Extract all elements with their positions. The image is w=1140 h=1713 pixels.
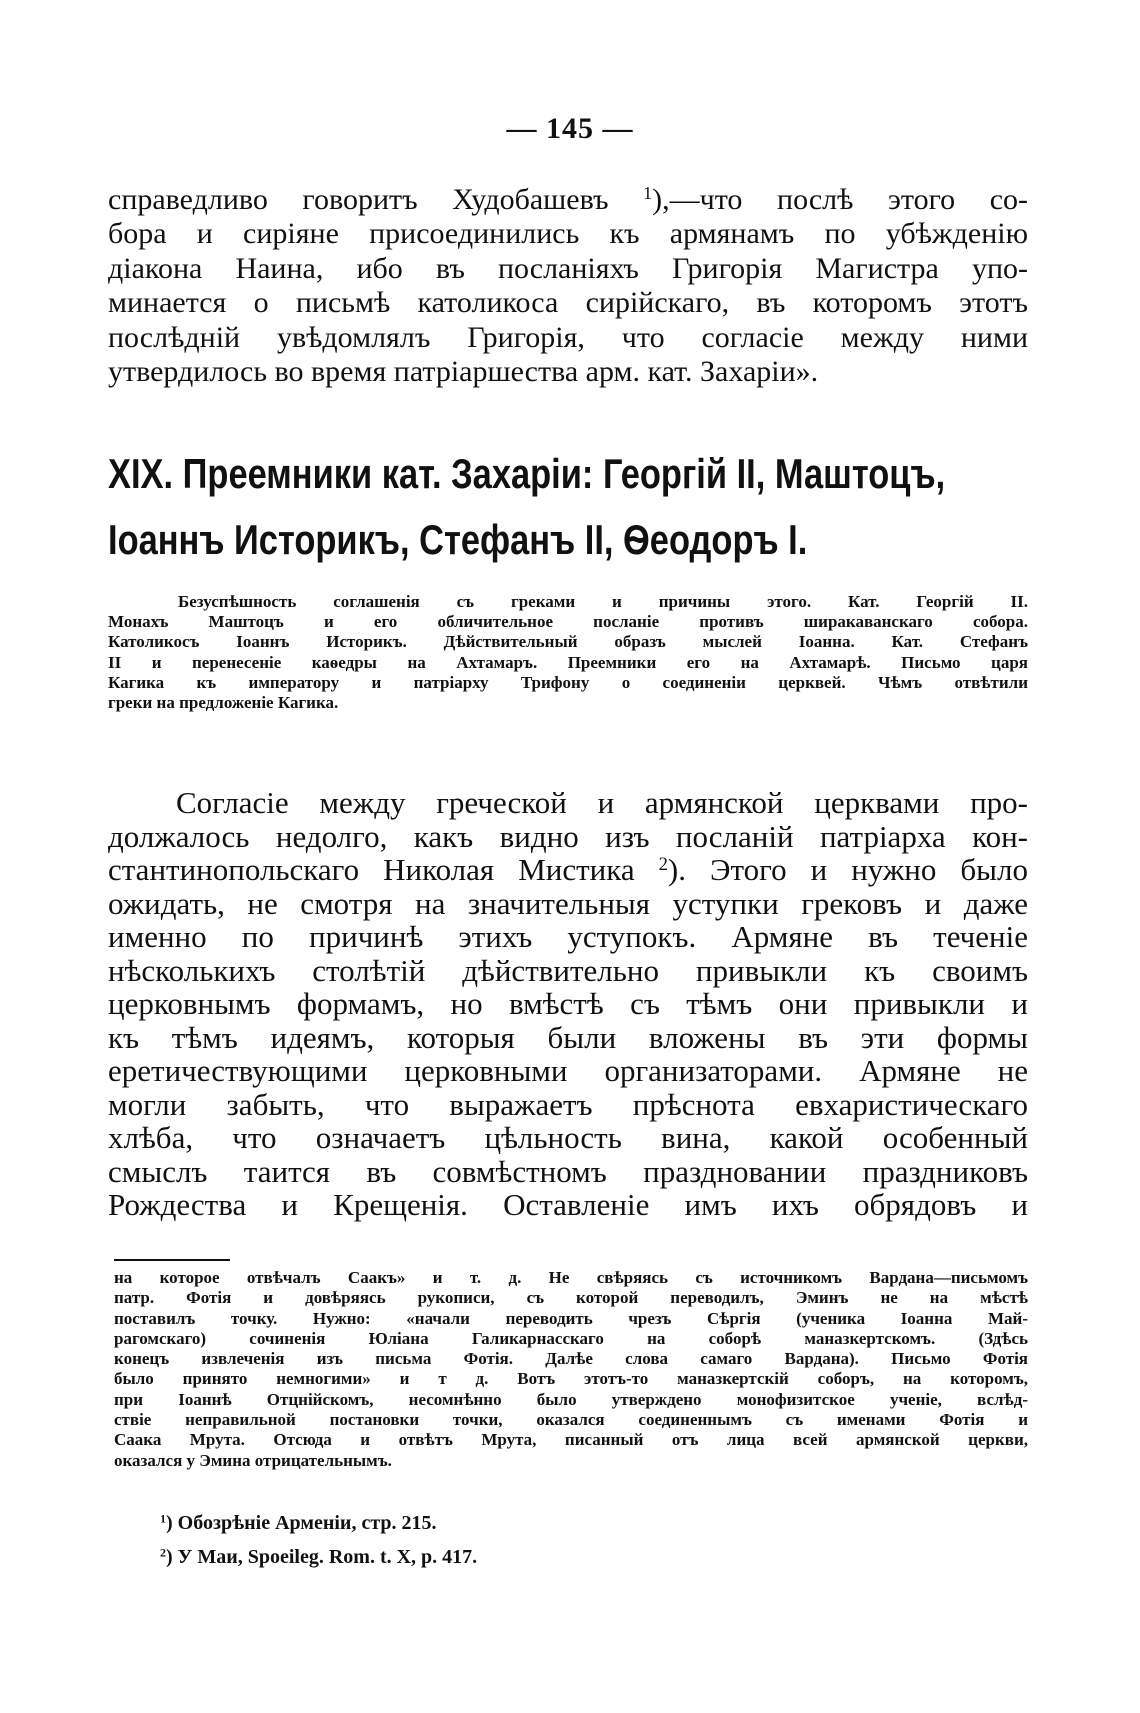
footnote-1: $^1$) Обозрѣніе Арменіи, стр. 215.: [160, 1511, 437, 1534]
footnote-line: ствіе неправильной постановки точки, оказался соединеннымъ съ именами Фотія и: [114, 1410, 1028, 1430]
text-line: ожидать, не смотря на значительныя уступки грековъ и даже: [108, 885, 1028, 921]
text-line: утвердилось во время патріаршества арм. кат. Захаріи».: [108, 355, 819, 389]
text-line: еретичествующими церковными организаторами. Армяне не: [108, 1053, 1028, 1088]
footnote-divider: [114, 1259, 230, 1261]
continued-footnote: [114, 1268, 1028, 1471]
footnote-line: Саака Мрута. Отсюда и отвѣтъ Мрута, писанный отъ лица всей армянской церкви,: [114, 1430, 1028, 1450]
footnote-mark: 2: [160, 1545, 166, 1560]
text-line: минается о письмѣ католикоса сирійскаго, въ которомъ этотъ: [108, 286, 1028, 320]
text-line: бора и сиріяне присоединились къ армянамъ по убѣжденію: [108, 217, 1028, 251]
footnote-line: на которое отвѣчалъ Саакъ» и т. д. Не свѣряясь съ источникомъ Вардана—письмомъ: [114, 1268, 1028, 1287]
footnote-mark: 1: [160, 1511, 166, 1526]
intro-paragraph: [108, 183, 1028, 389]
chapter-heading-line: XIX. Преемники кат. Захаріи: Георгій II, Маштоцъ,: [108, 450, 946, 497]
footnote-line: рагомскаго) сочиненія Юліана Галикарнасскаго на соборѣ маназкертскомъ. (Здѣсь: [114, 1328, 1028, 1348]
text-line: справедливо говоритъ Худобашевъ $^1$),—что послѣ этого со-: [108, 183, 1029, 216]
text-line: должалось недолго, какъ видно изъ посланій патріарха кон-: [108, 818, 1028, 854]
text-line: послѣдній увѣдомлялъ Григорія, что согласіе между ними: [108, 320, 1028, 354]
text-line: діакона Наина, ибо въ посланіяхъ Григорія Магистра упо-: [108, 251, 1028, 285]
text-line: именно по причинѣ этихъ уступокъ. Армяне въ теченіе: [108, 919, 1028, 954]
text-line: къ тѣмъ идеямъ, которыя были вложены въ эти формы: [108, 1019, 1028, 1055]
chapter-heading: [108, 441, 1035, 573]
summary-line: Кагика къ императору и патріарху Трифону о соединеніи церквей. Чѣмъ отвѣтили: [108, 672, 1028, 692]
footnote-ref: 1: [643, 183, 653, 204]
text-line: Согласіе между греческой и армянской церквами про-: [176, 785, 1028, 820]
summary-line: греки на предложеніе Кагика.: [108, 693, 339, 713]
text-line: хлѣба, что означаетъ цѣльность вина, какой особенный: [108, 1120, 1028, 1155]
footnote-ref: 2: [658, 853, 668, 875]
footnote-line: было принято немногими» и т д. Вотъ этотъ-то маназкертскій соборъ, на которомъ,: [114, 1369, 1028, 1389]
chapter-summary: [108, 592, 1028, 713]
summary-line: Безуспѣшность соглашенія съ греками и причины этого. Кат. Георгій II.: [178, 592, 1028, 611]
footnote-line: поставилъ точку. Нужно: «начали переводить чрезъ Сѣргія (ученика Іоанна Май-: [114, 1308, 1028, 1328]
footnote-2: $^2$) У Маи, Spoeileg. Rom. t. X, p. 417.: [160, 1545, 478, 1568]
summary-line: Монахъ Маштоцъ и его обличительное посланіе противъ ширакаванскаго собора.: [108, 612, 1028, 632]
text-line: церковнымъ формамъ, но вмѣстѣ съ тѣмъ они привыкли и: [108, 986, 1028, 1021]
text-line: нѣсколькихъ столѣтій дѣйствительно привыкли къ своимъ: [108, 952, 1028, 988]
text-line: стантинопольскаго Николая Мистика $^2$). Этого и нужно было: [108, 852, 1028, 887]
footnote-line: оказался у Эмина отрицательнымъ.: [114, 1450, 392, 1470]
footnote-line: при Іоаннѣ Отцнійскомъ, несомнѣнно было утверждено монофизитское ученіе, вслѣд-: [114, 1389, 1028, 1409]
text-line: смыслъ таится въ совмѣстномъ праздновании праздниковъ: [108, 1153, 1028, 1189]
page-number: — 145 —: [506, 112, 634, 145]
summary-line: Католикосъ Іоаннъ Историкъ. Дѣйствительный образъ мыслей Іоанна. Кат. Стефанъ: [108, 632, 1028, 652]
text-line: Рождества и Крещенія. Оставленіе имъ ихъ обрядовъ и: [108, 1187, 1028, 1222]
footnote-line: патр. Фотія и довѣряясь рукописи, съ которой переводилъ, Эминъ не на мѣстѣ: [114, 1288, 1028, 1308]
summary-line: II и перенесеніе каѳедры на Ахтамаръ. Преемники его на Ахтамарѣ. Письмо царя: [108, 652, 1028, 672]
footnote-line: конецъ извлеченія изъ письма Фотія. Далѣе слова самаго Вардана). Письмо Фотія: [114, 1349, 1028, 1369]
chapter-heading-line: Іоаннъ Историкъ, Стефанъ II, Ѳеодоръ I.: [108, 516, 808, 563]
main-paragraph: [108, 786, 1028, 1222]
text-line: могли забыть, что выражаетъ прѣснота евхаристическаго: [108, 1086, 1028, 1122]
